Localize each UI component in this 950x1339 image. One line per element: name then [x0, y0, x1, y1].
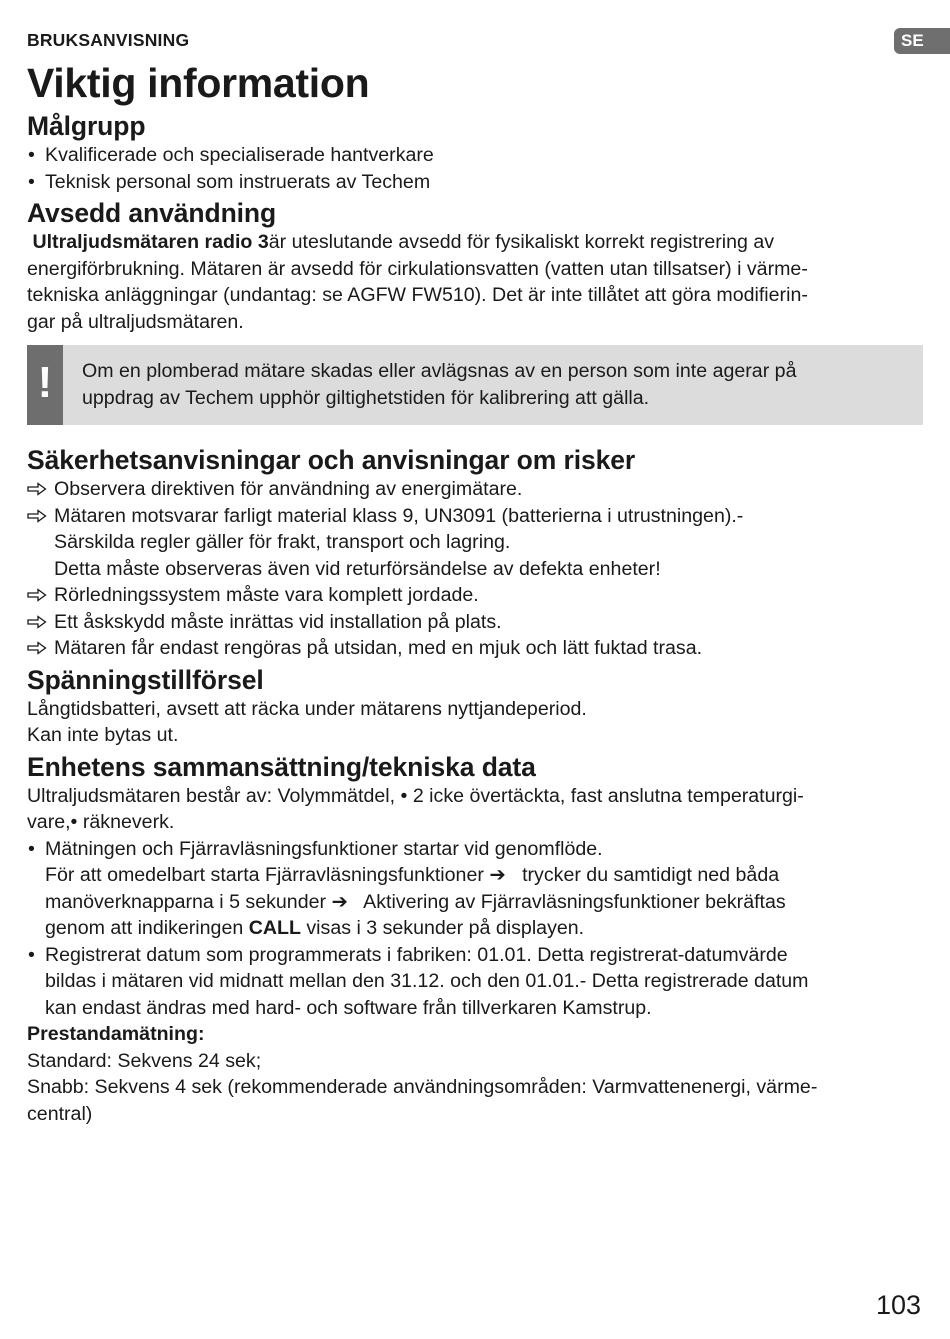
text-line: Standard: Sekvens 24 sek;	[27, 1049, 262, 1072]
text-line: visas i 3 sekunder på displayen.	[300, 917, 585, 939]
call-indicator: CALL	[248, 917, 301, 939]
text-line: Aktivering av Fjärravläsningsfunktioner bekräftas	[347, 890, 786, 913]
text-line: central)	[27, 1102, 93, 1125]
intended-use-text	[27, 229, 919, 335]
performance-heading: Prestandamätning:	[27, 1023, 205, 1045]
text-line: uppdrag av Techem upphör giltighetstiden för kalibrering att gälla.	[82, 386, 650, 409]
exclamation-icon: !	[27, 345, 63, 425]
warning-text	[82, 358, 912, 411]
target-group-list	[27, 142, 919, 195]
list-item	[27, 582, 919, 609]
text-line: Mätaren motsvarar farligt material klass 9, UN3091 (batterierna i utrustningen).-	[54, 504, 744, 527]
text-line: vare,• räkneverk.	[27, 811, 175, 833]
running-header: BRUKSANVISNING	[27, 30, 190, 50]
list-item	[27, 635, 919, 662]
text-line: Kan inte bytas ut.	[27, 724, 179, 746]
page-number: 103	[876, 1290, 922, 1320]
text-line: energiförbrukning. Mätaren är avsedd för cirkulationsvatten (vatten utan tillsatser) i värme-	[27, 257, 808, 280]
text-line: Detta måste observeras även vid returförsändelse av defekta enheter!	[54, 557, 661, 580]
arrow-right-icon	[27, 588, 47, 602]
heading-composition: Enhetens sammansättning/tekniska data	[27, 751, 536, 782]
heading-safety: Säkerhetsanvisningar och anvisningar om risker	[27, 445, 636, 475]
text-line: trycker du samtidigt ned båda	[505, 864, 780, 886]
text-line: Särskilda regler gäller för frakt, transport och lagring.	[54, 531, 511, 553]
list-item: • Kvalificerade och specialiserade hantverkare	[27, 142, 919, 169]
main-content	[27, 110, 919, 1127]
list-item	[27, 503, 919, 583]
safety-list	[27, 476, 919, 662]
text-line: bildas i mätaren vid midnatt mellan den 31.12. och den 01.01.- Detta registrerade datum	[45, 970, 809, 992]
list-item	[27, 476, 919, 503]
arrow-right-icon	[27, 641, 47, 655]
arrow-right-icon	[27, 482, 47, 496]
text-line: Om en plomberad mätare skadas eller avlägsnas av en person som inte agerar på	[82, 360, 797, 382]
text-line: tekniska anläggningar (undantag: se AGFW FW510). Det är inte tillåtet att göra modifierin-	[27, 284, 808, 306]
text-line: Ett åskskydd måste inrättas vid installation på plats.	[54, 610, 502, 633]
language-badge: SE	[894, 28, 950, 54]
text-line: Mätningen och Fjärravläsningsfunktioner startar vid genomflöde.	[45, 837, 603, 860]
text-line: Långtidsbatteri, avsett att räcka under mätarens nyttjandeperiod.	[27, 697, 587, 720]
arrow-right-icon: ➔	[331, 890, 348, 913]
list-item	[27, 942, 919, 1022]
text-line: För att omedelbart starta Fjärravläsningsfunktioner	[45, 864, 490, 886]
text-line: Mätaren får endast rengöras på utsidan, med en mjuk och lätt fuktad trasa.	[54, 637, 703, 659]
page-title: Viktig information	[27, 60, 370, 106]
product-name: Ultraljudsmätaren radio 3	[32, 231, 269, 253]
power-text	[27, 696, 919, 749]
text-line: kan endast ändras med hard- och software från tillverkaren Kamstrup.	[45, 996, 652, 1019]
composition-intro	[27, 783, 919, 836]
text-line: Ultraljudsmätaren består av: Volymmätdel, • 2 icke övertäckta, fast anslutna temperaturgi-	[27, 784, 804, 807]
heading-intended-use: Avsedd användning	[27, 198, 277, 228]
performance-text	[27, 1048, 919, 1128]
text-line: är uteslutande avsedd för fysikaliskt korrekt registrering av	[268, 231, 775, 253]
list-item	[27, 836, 919, 942]
heading-target-group: Målgrupp	[27, 111, 146, 141]
arrow-right-icon	[27, 615, 47, 629]
arrow-right-icon: ➔	[489, 864, 506, 886]
arrow-right-icon	[27, 509, 47, 523]
text-line: Rörledningssystem måste vara komplett jordade.	[54, 584, 479, 606]
text-line: gar på ultraljudsmätaren.	[27, 310, 244, 333]
heading-power-supply: Spänningstillförsel	[27, 664, 264, 695]
text-line: Observera direktiven för användning av energimätare.	[54, 478, 523, 500]
text-line: Registrerat datum som programmerats i fabriken: 01.01. Detta registrerat-datumvärde	[45, 943, 788, 966]
list-item: • Teknisk personal som instruerats av Techem	[27, 169, 919, 196]
list-item	[27, 609, 919, 636]
text-line: genom att indikeringen	[45, 917, 249, 939]
composition-list	[27, 836, 919, 1022]
text-line: manöverknapparna i 5 sekunder	[45, 890, 332, 913]
text-line: Snabb: Sekvens 4 sek (rekommenderade användningsområden: Varmvattenenergi, värme-	[27, 1076, 818, 1098]
warning-box	[27, 345, 923, 425]
